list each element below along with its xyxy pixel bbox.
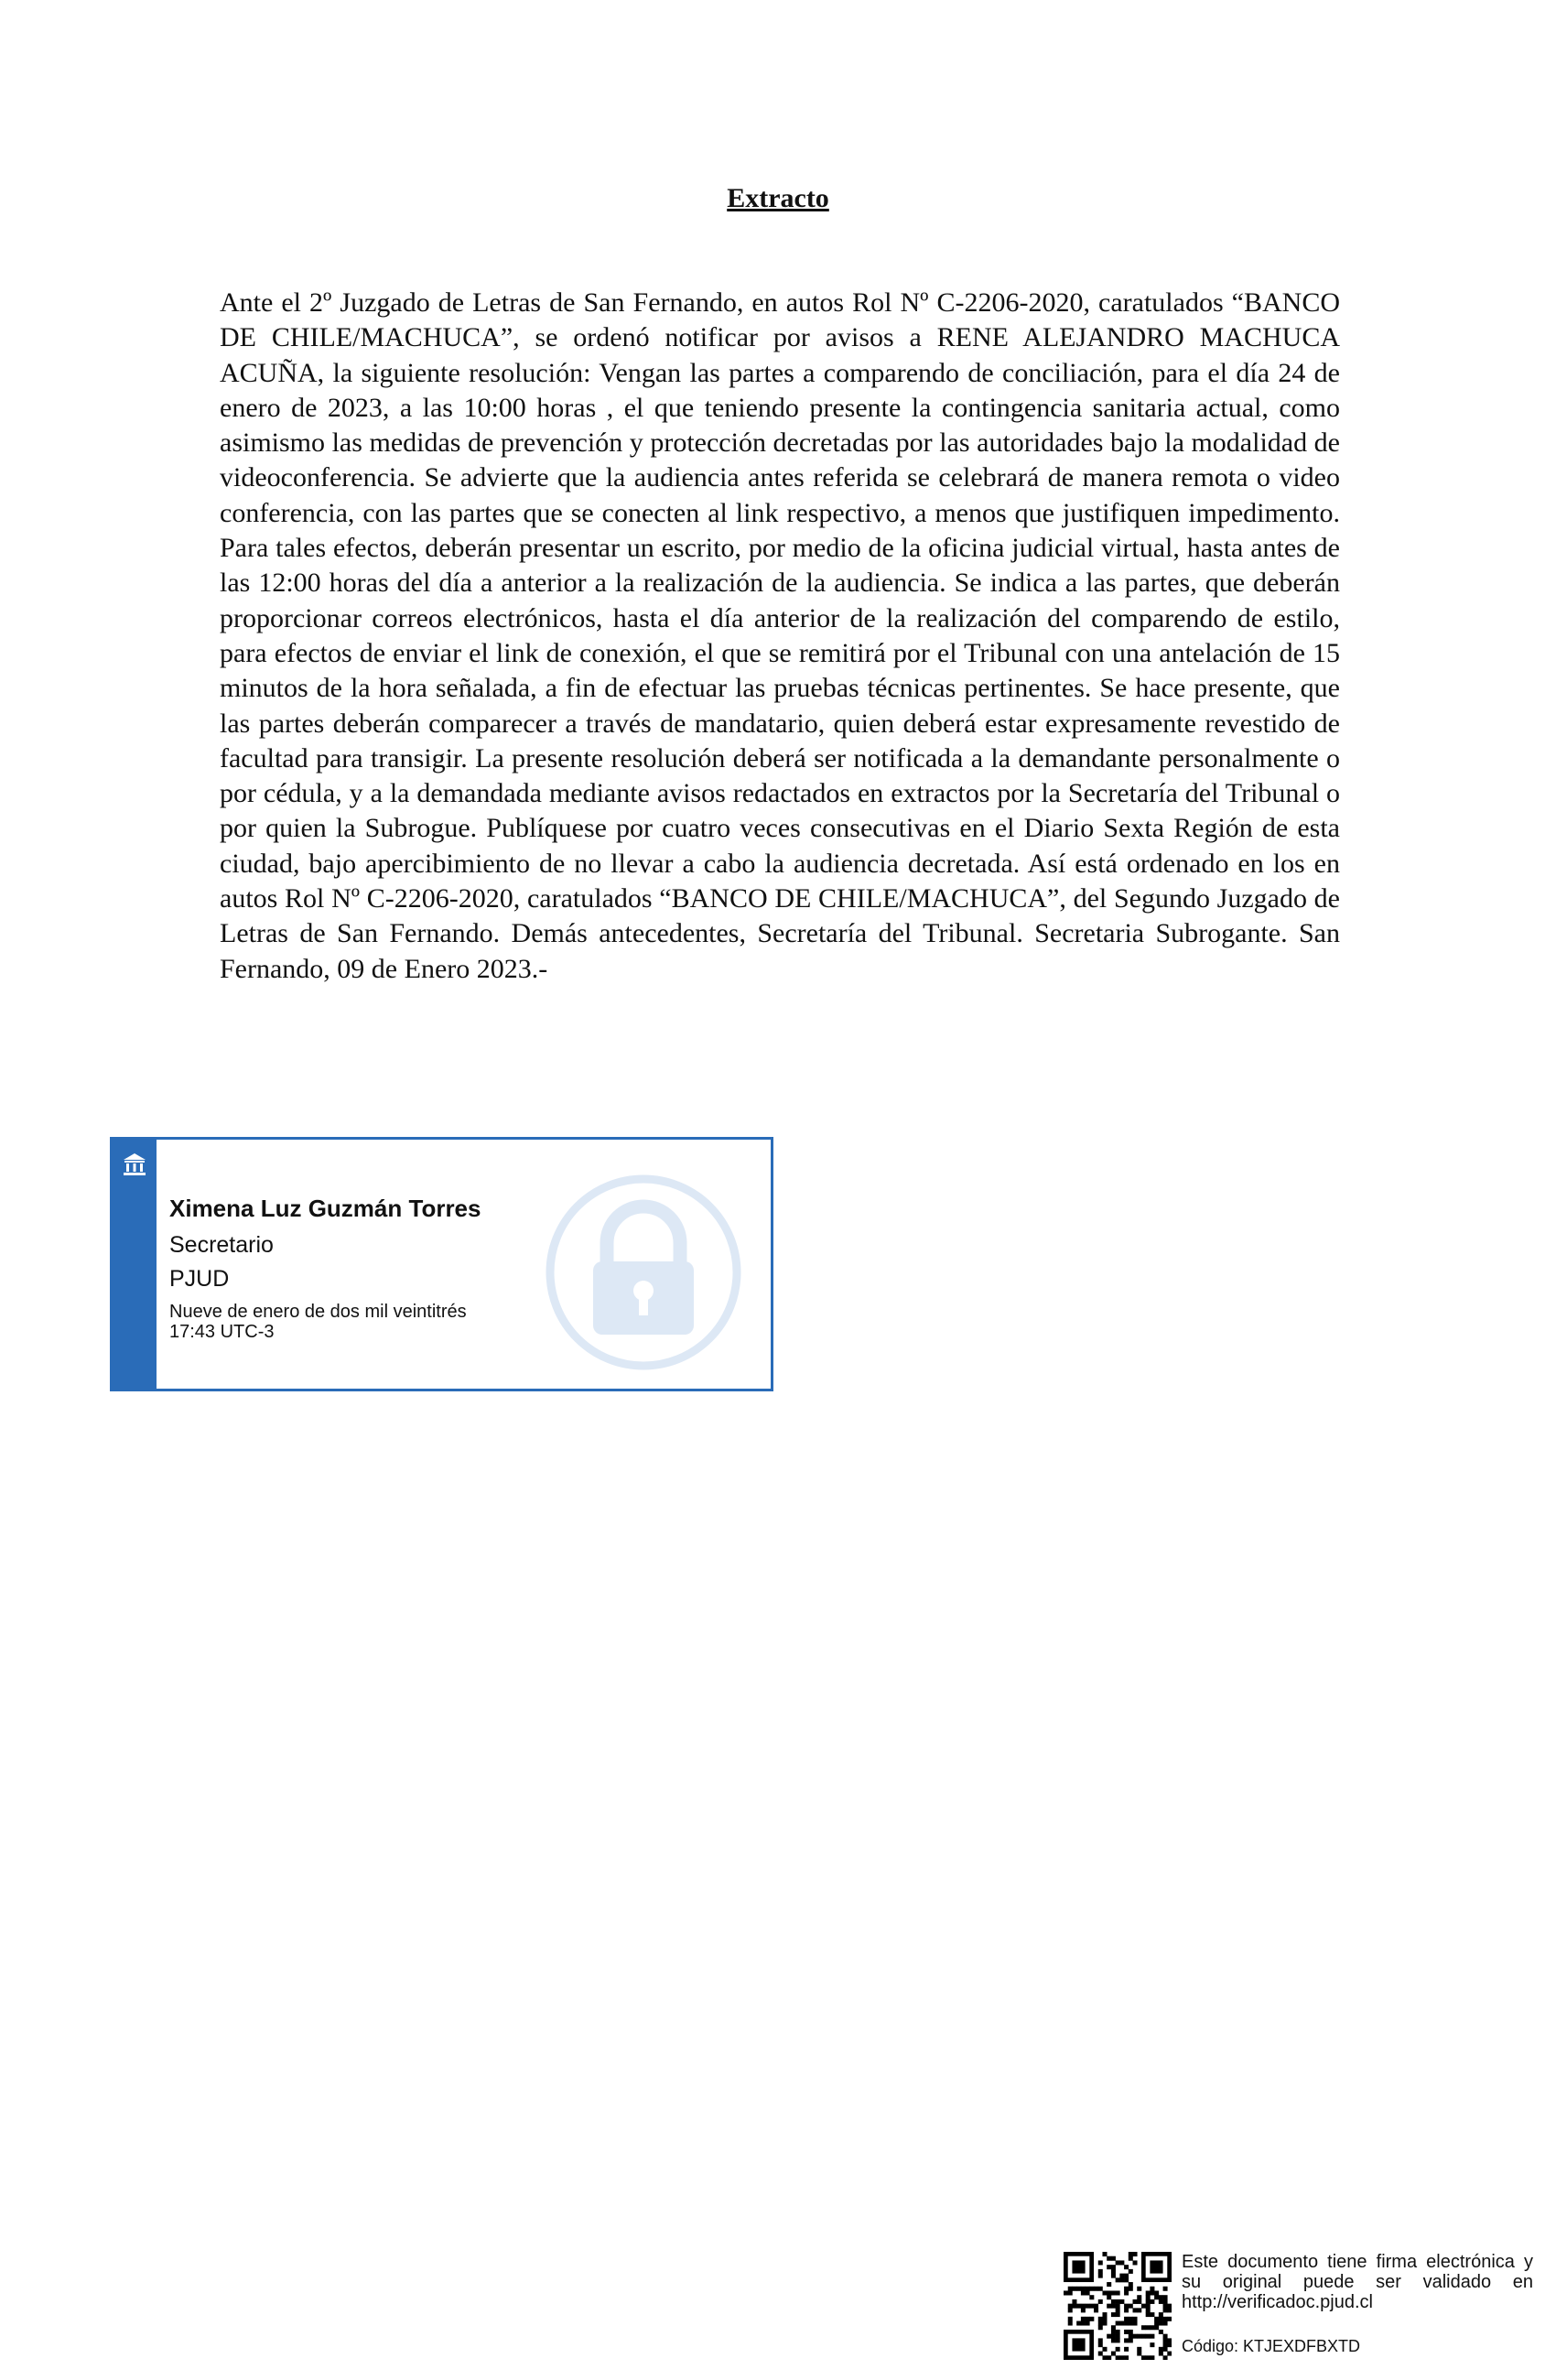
padlock-icon — [543, 1172, 744, 1373]
signer-name: Ximena Luz Guzmán Torres — [169, 1195, 481, 1222]
bank-building-icon — [121, 1151, 148, 1178]
document-body: Ante el 2º Juzgado de Letras de San Fernando, en autos Rol Nº C-2206-2020, caratulados “BANCO DE CHILE/MACHUCA”, se ordenó notificar por avisos a RENE ALEJANDRO MACHUCA ACUÑA, la siguiente resolución: Vengan las partes a comparendo de conciliación, para el día 24 de enero de 2023, a las 10:00 horas , el que teniendo presente la contingencia sanitaria actual, como asimismo las medidas de prevención y protección decretadas por las autoridades bajo la modalidad de videoconferencia. Se advierte que la audiencia antes referida se celebrará de manera remota o video conferencia, con las partes que se conecten al link respectivo, a menos que justifiquen impedimento. Para tales efectos, deberán presentar un escrito, por medio de la oficina judicial virtual, hasta antes de las 12:00 horas del día a anterior a la realización de la audiencia. Se indica a las partes, que deberán proporcionar correos electrónicos, hasta el día anterior de la realización del comparendo de estilo, para efectos de enviar el link de conexión, el que se remitirá por el Tribunal con una antelación de 15 minutos de la hora señalada, a fin de efectuar las pruebas técnicas pertinentes. Se hace presente, que las partes deberán comparecer a través de mandatario, quien deberá estar expresamente revestido de facultad para transigir. La presente resolución deberá ser notificada a la demandante personalmente o por cédula, y a la demandada mediante avisos redactados en extractos por la Secretaría del Tribunal o por quien la Subrogue. Publíquese por cuatro veces consecutivas en el Diario Sexta Región de esta ciudad, bajo apercibimiento de no llevar a cabo la audiencia decretada. Así está ordenado en los en autos Rol Nº C-2206-2020, caratulados “BANCO DE CHILE/MACHUCA”, del Segundo Juzgado de Letras de San Fernando. Demás antecedentes, Secretaría del Tribunal. Secretaria Subrogante. San Fernando, 09 de Enero 2023.- — [220, 287, 1340, 984]
signature-date: Nueve de enero de dos mil veintitrés — [169, 1302, 467, 1322]
electronic-signature-box — [110, 1137, 773, 1391]
verification-code: Código: KTJEXDFBXTD — [1182, 2337, 1361, 2355]
signer-role: Secretario — [169, 1232, 274, 1258]
signer-organization: PJUD — [169, 1266, 230, 1292]
verification-notice: Este documento tiene firma electrónica y su original puede ser validado en http://verificadoc.pjud.cl — [1182, 2252, 1533, 2312]
document-title: Extracto — [727, 183, 829, 213]
signature-details — [169, 1195, 481, 1342]
signature-time: 17:43 UTC-3 — [169, 1322, 275, 1342]
qr-code-icon — [1064, 2252, 1172, 2360]
